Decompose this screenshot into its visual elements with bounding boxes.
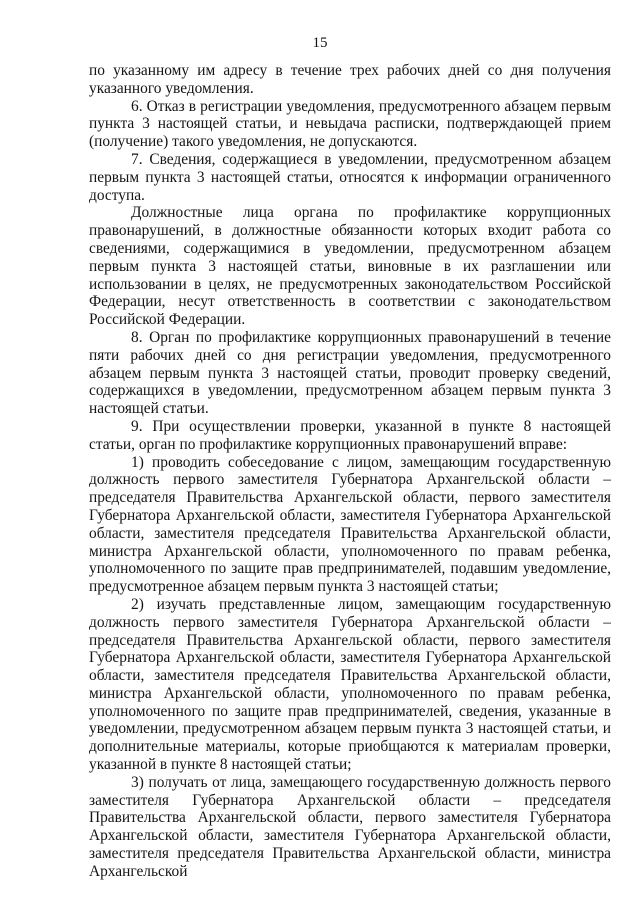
paragraph-continuation: по указанному им адресу в течение трех рабочих дней со дня получения указанного уведомления. <box>89 62 611 97</box>
document-body <box>89 62 611 881</box>
page-number: 15 <box>312 35 328 51</box>
paragraph-item-8: 8. Орган по профилактике коррупционных правонарушений в течение пяти рабочих дней со дня регистрации уведомления, предусмотренного абзацем первым пункта 3 настоящей статьи, проводит проверку сведений, содержащихся в уведомлении, предусмотренном абзацем первым пункта 3 настоящей статьи. <box>89 328 611 418</box>
paragraph-officials-liability: Должностные лица органа по профилактике коррупционных правонарушений, в должностные обязанности которых входит работа со сведениями, содержащимися в уведомлении, предусмотренном абзацем первым пункта 3 настоящей статьи, виновные в их разглашении или использовании в целях, не предусмотренных законодательством Российской Федерации, несут ответственность в соответствии с законодательством Российской Федерации. <box>89 204 611 329</box>
paragraph-item-9: 9. При осуществлении проверки, указанной в пункте 8 настоящей статьи, орган по профилактике коррупционных правонарушений вправе: <box>89 417 611 453</box>
paragraph-item-7: 7. Сведения, содержащиеся в уведомлении, предусмотренном абзацем первым пункта 3 настоящей статьи, относятся к информации ограниченного доступа. <box>89 150 611 204</box>
paragraph-subitem-2: 2) изучать представленные лицом, замещающим государственную должность первого заместителя Губернатора Архангельской области – председателя Правительства Архангельской области, первого заместителя Губернатора Архангельской области, заместителя Губернатора Архангельской области, заместителя председателя Правительства Архангельской области, министра Архангельской области, уполномоченного по правам ребенка, уполномоченного по защите прав предпринимателей, сведения, указанные в уведомлении, предусмотренном абзацем первым пункта 3 настоящей статьи, и дополнительные материалы, которые приобщаются к материалам проверки, указанной в пункте 8 настоящей статьи; <box>89 595 611 774</box>
paragraph-item-6: 6. Отказ в регистрации уведомления, предусмотренного абзацем первым пункта 3 настоящей статьи, и невыдача расписки, подтверждающей прием (получение) такого уведомления, не допускаются. <box>89 97 611 151</box>
paragraph-subitem-1: 1) проводить собеседование с лицом, замещающим государственную должность первого заместителя Губернатора Архангельской области – председателя Правительства Архангельской области, первого заместителя Губернатора Архангельской области, заместителя Губернатора Архангельской области, заместителя председателя Правительства Архангельской области, министра Архангельской области, уполномоченного по правам ребенка, уполномоченного по защите прав предпринимателей, подавшим уведомление, предусмотренное абзацем первым пункта 3 настоящей статьи; <box>89 453 611 596</box>
paragraph-subitem-3: 3) получать от лица, замещающего государственную должность первого заместителя Губернатора Архангельской области – председателя Правительства Архангельской области, первого заместителя Губернатора Архангельской области, заместителя Губернатора Архангельской области, заместителя председателя Правительства Архангельской области, министра Архангельской <box>89 773 611 880</box>
